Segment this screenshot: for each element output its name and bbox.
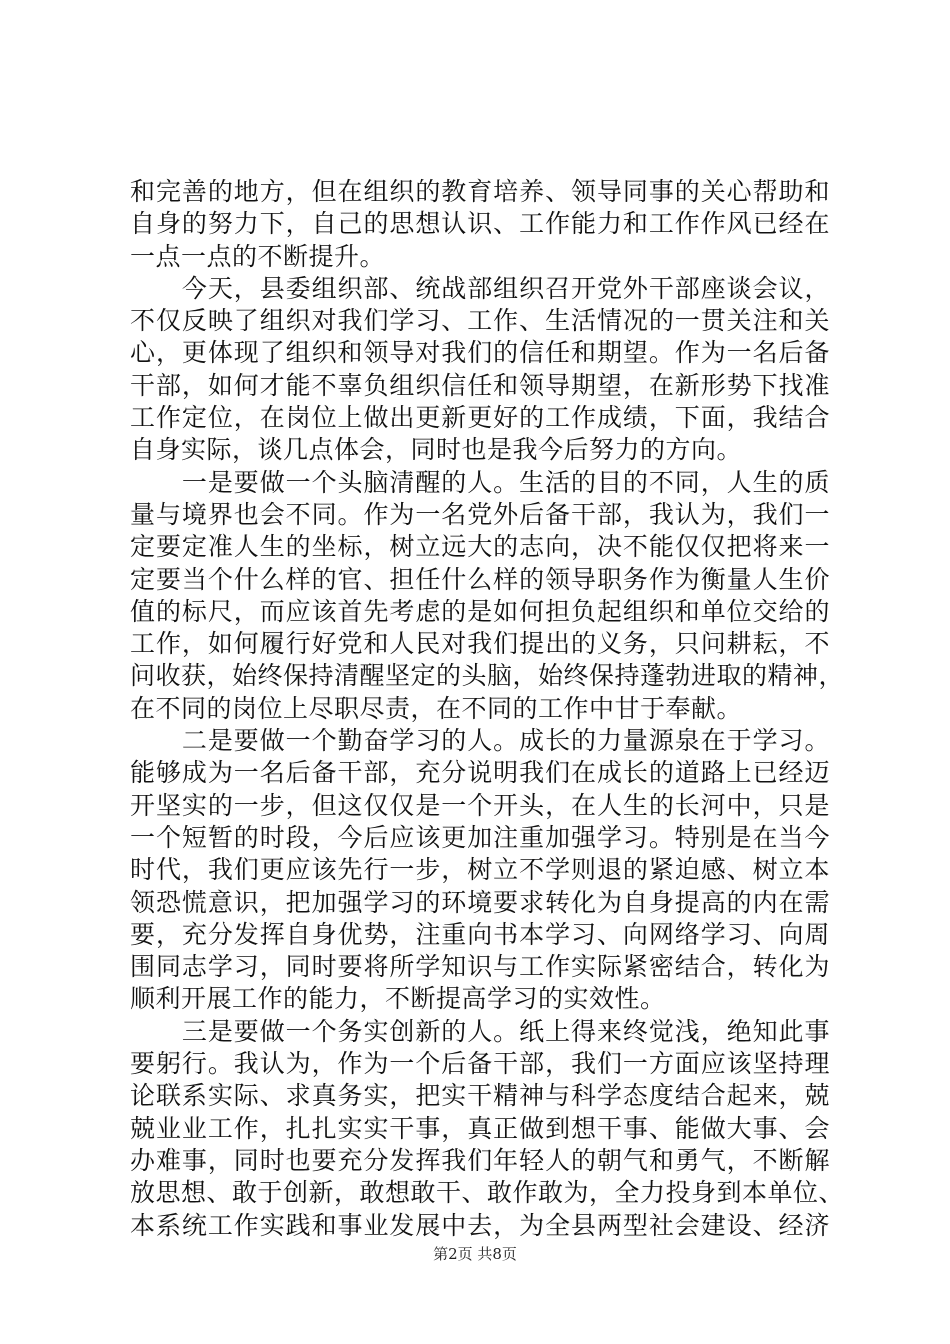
text-line: 定要当个什么样的官、担任什么样的领导职务作为衡量人生价 — [130, 564, 830, 594]
text-line: 时代，我们更应该先行一步，树立不学则退的紧迫感、树立本 — [130, 855, 830, 885]
text-line: 问收获，始终保持清醒坚定的头脑，始终保持蓬勃进取的精神， — [130, 661, 845, 691]
text-line: 兢业业工作，扎扎实实干事，真正做到想干事、能做大事、会 — [130, 1113, 830, 1143]
text-line: 量与境界也会不同。作为一名党外后备干部，我认为，我们一 — [130, 499, 830, 529]
text-line: 不仅反映了组织对我们学习、工作、生活情况的一贯关注和关 — [130, 306, 830, 336]
text-line: 顺利开展工作的能力，不断提高学习的实效性。 — [130, 984, 666, 1014]
document-body — [130, 176, 845, 1242]
text-line: 自身的努力下，自己的思想认识、工作能力和工作作风已经在 — [130, 209, 830, 239]
text-line: 要躬行。我认为，作为一个后备干部，我们一方面应该坚持理 — [130, 1049, 830, 1079]
text-line: 三是要做一个务实创新的人。纸上得来终觉浅，绝知此事 — [130, 1016, 830, 1046]
page-number-footer: 第2页 共8页 — [433, 1245, 517, 1263]
text-line: 工作，如何履行好党和人民对我们提出的义务，只问耕耘，不 — [130, 629, 830, 659]
text-line: 要，充分发挥自身优势，注重向书本学习、向网络学习、向周 — [130, 919, 830, 949]
text-line: 办难事，同时也要充分发挥我们年轻人的朝气和勇气，不断解 — [130, 1145, 830, 1175]
text-line: 能够成为一名后备干部，充分说明我们在成长的道路上已经迈 — [130, 758, 830, 788]
text-line: 定要定准人生的坐标，树立远大的志向，决不能仅仅把将来一 — [130, 532, 830, 562]
text-line: 在不同的岗位上尽职尽责，在不同的工作中甘于奉献。 — [130, 693, 743, 723]
text-line: 本系统工作实践和事业发展中去，为全县两型社会建设、经济 — [130, 1210, 830, 1240]
text-line: 和完善的地方，但在组织的教育培养、领导同事的关心帮助和 — [130, 177, 830, 206]
text-line: 二是要做一个勤奋学习的人。成长的力量源泉在于学习。 — [130, 726, 830, 756]
text-line: 值的标尺，而应该首先考虑的是如何担负起组织和单位交给的 — [130, 596, 830, 626]
text-line: 工作定位，在岗位上做出更新更好的工作成绩，下面，我结合 — [130, 403, 830, 433]
text-line: 心，更体现了组织和领导对我们的信任和期望。作为一名后备 — [130, 338, 830, 368]
text-line: 一是要做一个头脑清醒的人。生活的目的不同，人生的质 — [130, 467, 830, 497]
text-line: 论联系实际、求真务实，把实干精神与科学态度结合起来，兢 — [130, 1081, 830, 1111]
text-line: 自身实际，谈几点体会，同时也是我今后努力的方向。 — [130, 435, 743, 465]
text-line: 一点一点的不断提升。 — [130, 241, 386, 271]
text-line: 围同志学习，同时要将所学知识与工作实际紧密结合，转化为 — [130, 952, 830, 982]
text-line: 领恐慌意识，把加强学习的环境要求转化为自身提高的内在需 — [130, 887, 830, 917]
text-line: 开坚实的一步，但这仅仅是一个开头，在人生的长河中，只是 — [130, 790, 830, 820]
text-line: 干部，如何才能不辜负组织信任和领导期望，在新形势下找准 — [130, 370, 830, 400]
text-line: 今天，县委组织部、统战部组织召开党外干部座谈会议， — [130, 273, 830, 303]
text-line: 一个短暂的时段，今后应该更加注重加强学习。特别是在当今 — [130, 822, 830, 852]
text-line: 放思想、敢于创新，敢想敢干、敢作敢为，全力投身到本单位、 — [130, 1178, 845, 1208]
